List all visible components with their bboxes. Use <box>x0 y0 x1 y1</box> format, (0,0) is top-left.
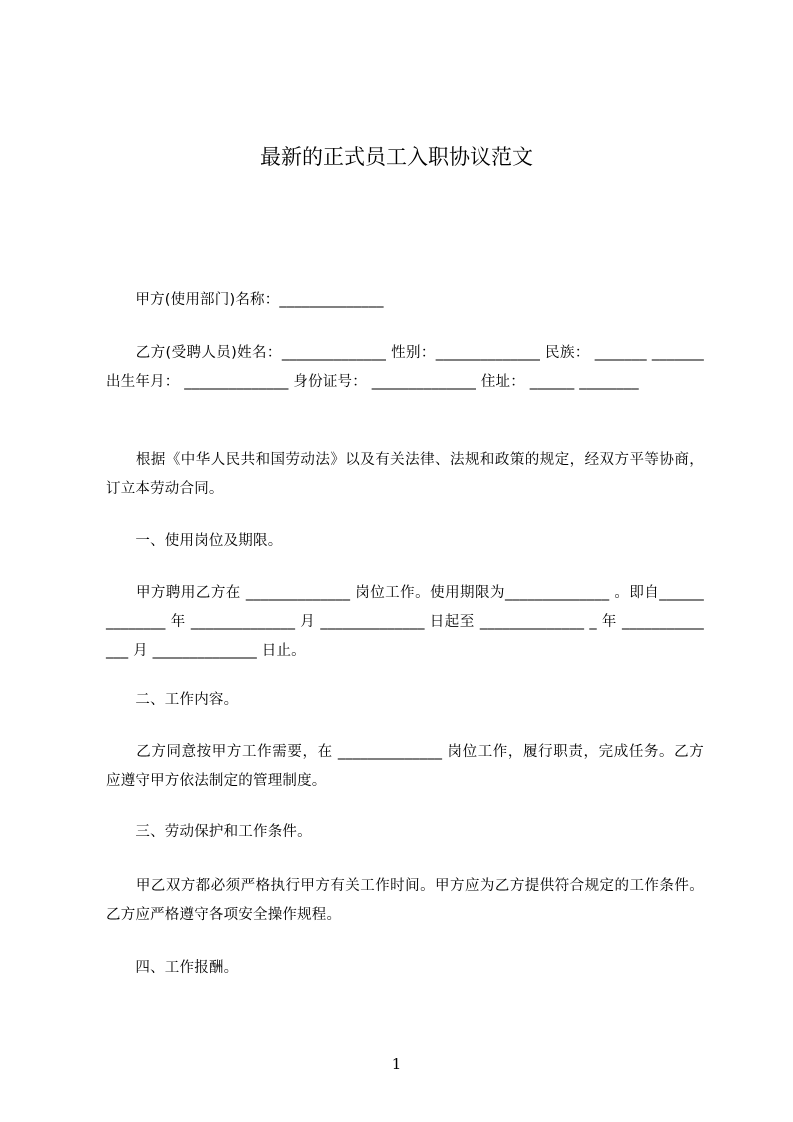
preamble-paragraph: 根据《中华人民共和国劳动法》以及有关法律、法规和政策的规定，经双方平等协商，订立本劳动合同。 <box>106 452 704 497</box>
section-3-heading: 三、劳动保护和工作条件。 <box>106 824 312 840</box>
section-4-heading: 四、工作报酬。 <box>106 960 239 976</box>
section-2-heading: 二、工作内容。 <box>106 692 239 708</box>
page-number: 1 <box>391 1055 402 1073</box>
section-1-body: 甲方聘用乙方在 ______________ 岗位工作。使用期限为______________ 。即自______________ 年 ______________ 月 ______________ 日起至 ______________ _ 年 ______________ 月 ______________ 日止。 <box>106 585 704 659</box>
section-2-body: 乙方同意按甲方工作需要，在 ______________ 岗位工作，履行职责，完成任务。乙方应遵守甲方依法制定的管理制度。 <box>106 744 704 789</box>
section-1-heading: 一、使用岗位及期限。 <box>106 533 283 549</box>
document-title: 最新的正式员工入职协议范文 <box>260 145 533 169</box>
party-b-info: 乙方(受聘人员)姓名：______________ 性别：______________ 民族： _______ _______ 出生年月： ______________ 身份证号： ______________ 住址： ______ ________ <box>106 345 709 390</box>
party-a-line: 甲方(使用部门)名称：______________ <box>106 292 384 308</box>
section-3-body: 甲乙双方都必须严格执行甲方有关工作时间。甲方应为乙方提供符合规定的工作条件。乙方应严格遵守各项安全操作规程。 <box>106 878 704 923</box>
